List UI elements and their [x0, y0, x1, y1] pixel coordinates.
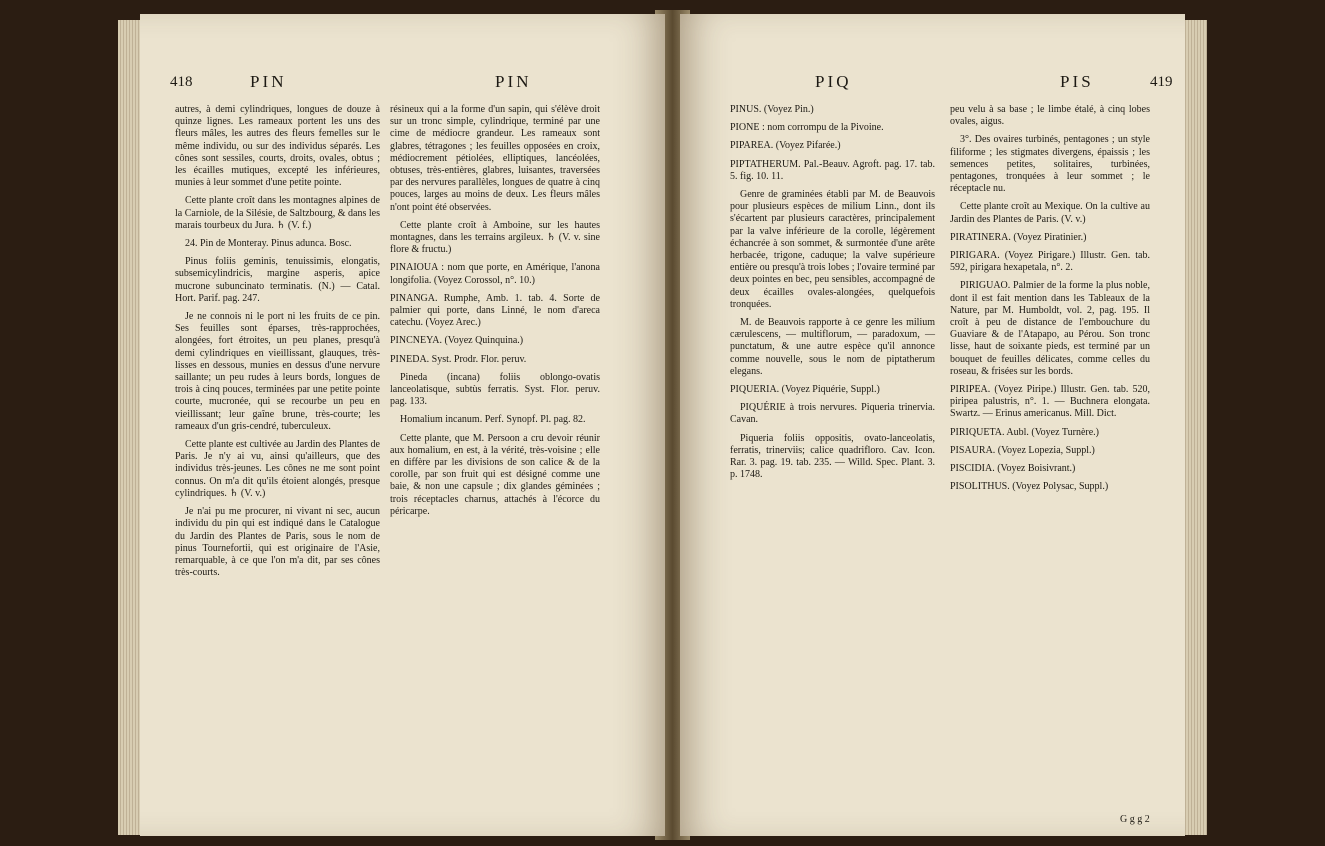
paragraph: Je n'ai pu me procurer, ni vivant ni sec, aucun individu du pin qui est indiqué dans le Catalogue du Jardin des Plantes de Paris, sous le nom de pinus Tournefortii, qui est originaire de l'Asie, remarquable, à ce que l'on m'a dit, par ses cônes très-courts.	[175, 506, 380, 579]
left-column-2	[390, 104, 600, 524]
left-column-1	[175, 104, 380, 585]
paragraph: Pinus foliis geminis, tenuissimis, elongatis, subsemicylindricis, margine asperis, apice mucrone subuncinato terminatis. (N.) — Catal. Hort. Parif. pag. 247.	[175, 256, 380, 304]
page-edge-right	[1183, 20, 1207, 835]
entry-heading: PINAIOUA : nom que porte, en Amérique, l'anona longifolia. (Voyez Corossol, n°. 10.)	[390, 262, 600, 286]
entry-heading: PIRIPEA. (Voyez Piripe.) Illustr. Gen. tab. 520, piripea palustris, n°. 1. — Buchnera elongata. Swartz. — Erinus americanus. Mill. Dict.	[950, 384, 1150, 420]
running-header-right-col1: PIQ	[815, 72, 852, 91]
paragraph: Genre de graminées établi par M. de Beauvois pour plusieurs espèces de milium Linn., dont ils s'écartent par plusieurs caractères, principalement par la valve inférieure de la corolle, légèrement échancrée à son sommet, & surmontée d'une arête herbacée, trigone, caduque; la valve supérieure entière ou presqu'à trois lobes ; l'ovaire terminé par deux pointes en bec, peu sensibles, accompagné de deux écailles ovales-alongées, quelquefois tronquées.	[730, 189, 935, 310]
page-number-left: 418	[170, 74, 193, 90]
paragraph: Homalium incanum. Perf. Synopf. Pl. pag. 82.	[400, 414, 586, 426]
paragraph: PIRIGUAO. Palmier de la forme la plus noble, dont il est fait mention dans les Tableaux de la Nature, par M. Humboldt, vol. 2, pag. 195. Il croît à peu de distance de l'embouchure du Guaviare & de l'Atapapo, au Pérou. Son tronc lisse, haut de soixante pieds, est terminé par un bouquet de feuilles délicates, comme celles du roseau, & frisées sur les bords.	[950, 280, 1150, 377]
entry-heading: PIRIGARA. (Voyez Pirigare.) Illustr. Gen. tab. 592, pirigara hexapetala, n°. 2.	[950, 250, 1150, 274]
running-header-left-col1: PIN	[250, 72, 287, 91]
paragraph: PIQUÉRIE à trois nervures. Piqueria trinervia. Cavan.	[730, 402, 935, 426]
paragraph: Cette plante croît au Mexique. On la cultive au Jardin des Plantes de Paris. (V. v.)	[950, 201, 1150, 225]
entry-heading: PINANGA. Rumphe, Amb. 1. tab. 4. Sorte de palmier qui porte, dans Linné, le nom d'areca catechu. (Voyez Arec.)	[390, 292, 600, 329]
paragraph: Cette plante croît dans les montagnes alpines de la Carniole, de la Silésie, de Saltzbourg, & dans les marais tourbeux du Jura. ♄ (V. f.)	[175, 195, 380, 231]
entry-heading: PISOLITHUS. (Voyez Polysac, Suppl.)	[950, 481, 1109, 493]
running-header-left-col2: PIN	[495, 72, 532, 91]
right-column-2	[950, 104, 1150, 499]
paragraph: Cette plante, que M. Persoon a cru devoir réunir aux homalium, en est, à la vérité, très-voisine ; elle en diffère par les divisions de son calice & de la corolle, par son fruit qui est désigné comme une baie, & non une capsule ; dix glandes géminées ; trois réceptacles charnus, attachés à l'écorce du péricarpe.	[390, 432, 600, 517]
paragraph: Je ne connois ni le port ni les fruits de ce pin. Ses feuilles sont éparses, très-rapprochées, alongées, fort étroites, un peu planes, presqu'à demi cylindriques en vieillissant, glauques, très-lisses en dessous, munies en dessus d'une nervure saillante; un peu rudes à leurs bords, longues de trois à cinq pouces, terminées par une petite pointe courte, mucronée, qui se recourbe un peu en vieillissant; leur gaîne brune, très-courte; les rameaux d'un gris-cendré, tuberculeux.	[175, 311, 380, 432]
paragraph: résineux qui a la forme d'un sapin, qui s'élève droit sur un tronc simple, cylindrique, terminé par une cime de médiocre grandeur. Les rameaux sont glabres, tétragones ; les feuilles opposées en croix, médiocrement pétiolées, elliptiques, lancéolées, obtuses, très-entières, glabres, luisantes, traversées par des nervures parallèles, longues de quatre à cinq pouces, larges au moins de deux. Les fleurs mâles n'ont point été observées.	[390, 104, 600, 213]
paragraph: Pineda (incana) foliis oblongo-ovatis lanceolatisque, subtùs ferratis. Syst. Flor. peruv. pag. 133.	[390, 371, 600, 408]
paragraph: 3°. Des ovaires turbinés, pentagones ; un style filiforme ; les stigmates divergens, épaissis ; les semences petites, solitaires, turbinées, pentagones, tronquées à leur sommet ; le réceptacle nu.	[950, 134, 1150, 195]
entry-heading: PIONE : nom corrompu de la Pivoine.	[730, 122, 884, 134]
paragraph: Cette plante est cultivée au Jardin des Plantes de Paris. Je n'y ai vu, ainsi qu'ailleurs, que des individus très-jeunes. Les cônes ne me sont point connus. On m'a dit qu'ils étoient alongés, presque cylindriques. ♄ (V. v.)	[175, 439, 380, 499]
entry-heading: 24. Pin de Monteray. Pinus adunca. Bosc.	[185, 238, 352, 250]
signature-mark: G g g 2	[1120, 814, 1150, 825]
entry-heading: PIQUERIA. (Voyez Piquérie, Suppl.)	[730, 384, 880, 396]
entry-heading: PIPAREA. (Voyez Pifarée.)	[730, 140, 841, 152]
entry-heading: PINCNEYA. (Voyez Quinquina.)	[390, 335, 524, 347]
paragraph: Piqueria foliis oppositis, ovato-lanceolatis, ferratis, trinerviis; calice quadrifloro. Cav. Icon. Rar. 3. pag. 19. tab. 235. — Willd. Spec. Plant. 3. p. 1748.	[730, 432, 935, 481]
right-column-1	[730, 104, 935, 487]
page-number-right: 419	[1150, 74, 1173, 90]
entry-heading: PIRIQUETA. Aubl. (Voyez Turnère.)	[950, 426, 1100, 438]
entry-heading: PISCIDIA. (Voyez Boisivrant.)	[950, 463, 1076, 475]
paragraph: autres, à demi cylindriques, longues de douze à quinze lignes. Les rameaux portent les uns des fleurs mâles, les autres des fleurs femelles sur le même individu, ou sur des individus séparés. Les cônes sont sessiles, courts, droits, ovales, obtus ; les écailles mutiques, excepté les inférieures, munies à leur sommet d'une petite pointe.	[175, 104, 380, 189]
entry-heading: PINUS. (Voyez Pin.)	[730, 104, 814, 115]
paragraph: Cette plante croît à Amboine, sur les hautes montagnes, dans les terrains argileux. ♄ (V. v. sine flore & fructu.)	[390, 219, 600, 256]
left-page	[140, 14, 665, 836]
running-header-right-col2: PIS	[1060, 72, 1094, 91]
right-page	[680, 14, 1185, 836]
entry-heading: PISAURA. (Voyez Lopezia, Suppl.)	[950, 444, 1095, 456]
entry-heading: PIPTATHERUM. Pal.-Beauv. Agroft. pag. 17. tab. 5. fig. 10. 11.	[730, 158, 935, 182]
paragraph: peu velu à sa base ; le limbe étalé, à cinq lobes ovales, aigus.	[950, 104, 1150, 128]
page-edge-left	[118, 20, 142, 835]
entry-heading: PIRATINERA. (Voyez Piratinier.)	[950, 231, 1087, 243]
paragraph: M. de Beauvois rapporte à ce genre les milium cærulescens, — multiflorum, — paradoxum, — punctatum, & une autre espèce qu'il annonce comme nouvelle, sous le nom de piptatherum elegans.	[730, 317, 935, 377]
entry-heading: PINEDA. Syst. Prodr. Flor. peruv.	[390, 353, 527, 365]
